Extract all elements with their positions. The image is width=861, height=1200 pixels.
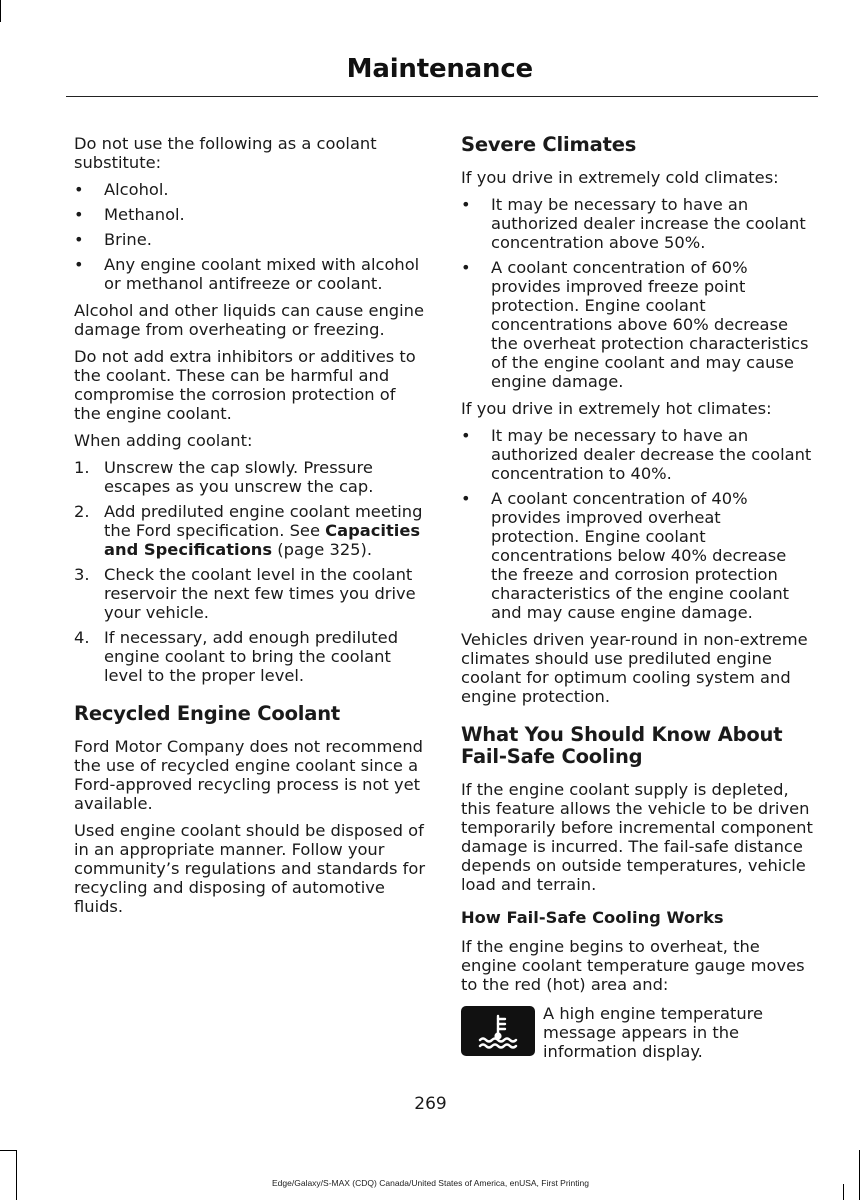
list-item — [74, 180, 426, 199]
list-item-text: Any engine coolant mixed with alcohol or methanol antifreeze or coolant. — [104, 255, 420, 293]
step-text: Unscrew the cap slowly. Pressure escapes as you unscrew the cap. — [104, 458, 374, 496]
step-text: If necessary, add enough prediluted engine coolant to bring the coolant level to the proper level. — [104, 628, 399, 685]
list-item-text: It may be necessary to have an authorized dealer decrease the coolant concentration to 40%. — [491, 426, 812, 483]
step-number: 2. — [74, 502, 90, 521]
severe-climates-heading: Severe Climates — [461, 133, 637, 156]
crop-mark-bottom-right-outer — [859, 1150, 860, 1200]
substitute-list — [74, 180, 426, 293]
fail-safe-heading: What You Should Know About Fail-Safe Cooling — [461, 723, 783, 768]
step-text-suffix: (page 325). — [272, 540, 373, 559]
step-item — [74, 502, 426, 559]
crop-mark-bottom-left-edge — [0, 1150, 16, 1151]
crop-mark-top-left — [0, 0, 1, 22]
cold-climates-paragraph: If you drive in extremely cold climates: — [461, 168, 779, 187]
fail-safe-paragraph: If the engine coolant supply is depleted, this feature allows the vehicle to be driven temporarily before incremental component damage is incurred. The fail-safe distance depends on outside temperatures, vehicle load and terrain. — [461, 780, 813, 894]
list-item-text: Brine. — [104, 230, 152, 249]
bullet-marker: • — [461, 258, 471, 277]
step-number: 3. — [74, 565, 90, 584]
step-item — [74, 458, 426, 496]
intro-paragraph: Do not use the following as a coolant substitute: — [74, 134, 377, 172]
bullet-marker: • — [74, 205, 84, 224]
bullet-marker: • — [461, 489, 471, 508]
when-adding-paragraph: When adding coolant: — [74, 431, 253, 450]
how-fail-safe-heading: How Fail-Safe Cooling Works — [461, 908, 724, 927]
bullet-marker: • — [461, 195, 471, 214]
recycled-paragraph: Ford Motor Company does not recommend the use of recycled engine coolant since a Ford-approved recycling process is not yet available. — [74, 737, 423, 813]
list-item-text: Alcohol. — [104, 180, 169, 199]
step-item — [74, 565, 426, 622]
capacities-link[interactable]: Capacities and Specifications — [104, 521, 421, 559]
list-item-text: It may be necessary to have an authorized dealer increase the coolant concentration above 50%. — [491, 195, 806, 252]
footer-text: Edge/Galaxy/S-MAX (CDQ) Canada/United States of America, enUSA, First Printing — [272, 1178, 589, 1188]
list-item — [461, 195, 813, 252]
list-item — [461, 426, 813, 483]
step-item — [74, 628, 426, 685]
list-item — [74, 205, 426, 224]
list-item — [461, 258, 813, 391]
bullet-marker: • — [74, 230, 84, 249]
crop-mark-bottom-left — [16, 1150, 17, 1200]
list-item-text: Methanol. — [104, 205, 185, 224]
recycled-coolant-heading: Recycled Engine Coolant — [74, 702, 341, 725]
hot-climates-list — [461, 426, 813, 622]
list-item-text: A coolant concentration of 60% provides improved freeze point protection. Engine coolant concentrations above 60% decrease the overheat protection characteristics of the engine coolant and may cause engine damage. — [491, 258, 809, 391]
page-title: Maintenance — [346, 54, 533, 84]
right-column — [461, 134, 813, 1061]
list-item — [461, 489, 813, 622]
bullet-marker: • — [461, 426, 471, 445]
list-item-text: A coolant concentration of 40% provides improved overheat protection. Engine coolant concentrations below 40% decrease the freeze and corrosion protection characteristics of the engine coolant and may cause engine damage. — [491, 489, 790, 622]
step-number: 1. — [74, 458, 90, 477]
left-column — [74, 134, 426, 924]
bullet-marker: • — [74, 180, 84, 199]
inhibitors-paragraph: Do not add extra inhibitors or additives to the coolant. These can be harmful and compromise the corrosion protection of the engine coolant. — [74, 347, 416, 423]
bullet-marker: • — [74, 255, 84, 274]
page-number: 269 — [414, 1094, 447, 1114]
list-item — [74, 255, 426, 293]
header-divider — [66, 96, 818, 97]
temperature-warning — [461, 1004, 813, 1061]
step-text: Check the coolant level in the coolant reservoir the next few times you drive your vehicle. — [104, 565, 416, 622]
warning-text: A high engine temperature message appears in the information display. — [543, 1004, 764, 1061]
disposal-paragraph: Used engine coolant should be disposed of in an appropriate manner. Follow your community’s regulations and standards for recycling and disposing of automotive fluids. — [74, 821, 426, 916]
step-number: 4. — [74, 628, 90, 647]
list-item — [74, 230, 426, 249]
adding-steps-list — [74, 458, 426, 685]
cold-climates-list — [461, 195, 813, 391]
engine-temperature-warning-icon — [461, 1006, 535, 1056]
vehicles-paragraph: Vehicles driven year-round in non-extreme climates should use prediluted engine coolant for optimum cooling system and engine protection. — [461, 630, 808, 706]
alcohol-paragraph: Alcohol and other liquids can cause engine damage from overheating or freezing. — [74, 301, 424, 339]
step-text: Add prediluted engine coolant meeting the Ford specification. See — [104, 502, 423, 540]
overheat-paragraph: If the engine begins to overheat, the engine coolant temperature gauge moves to the red (hot) area and: — [461, 937, 805, 994]
hot-climates-paragraph: If you drive in extremely hot climates: — [461, 399, 772, 418]
